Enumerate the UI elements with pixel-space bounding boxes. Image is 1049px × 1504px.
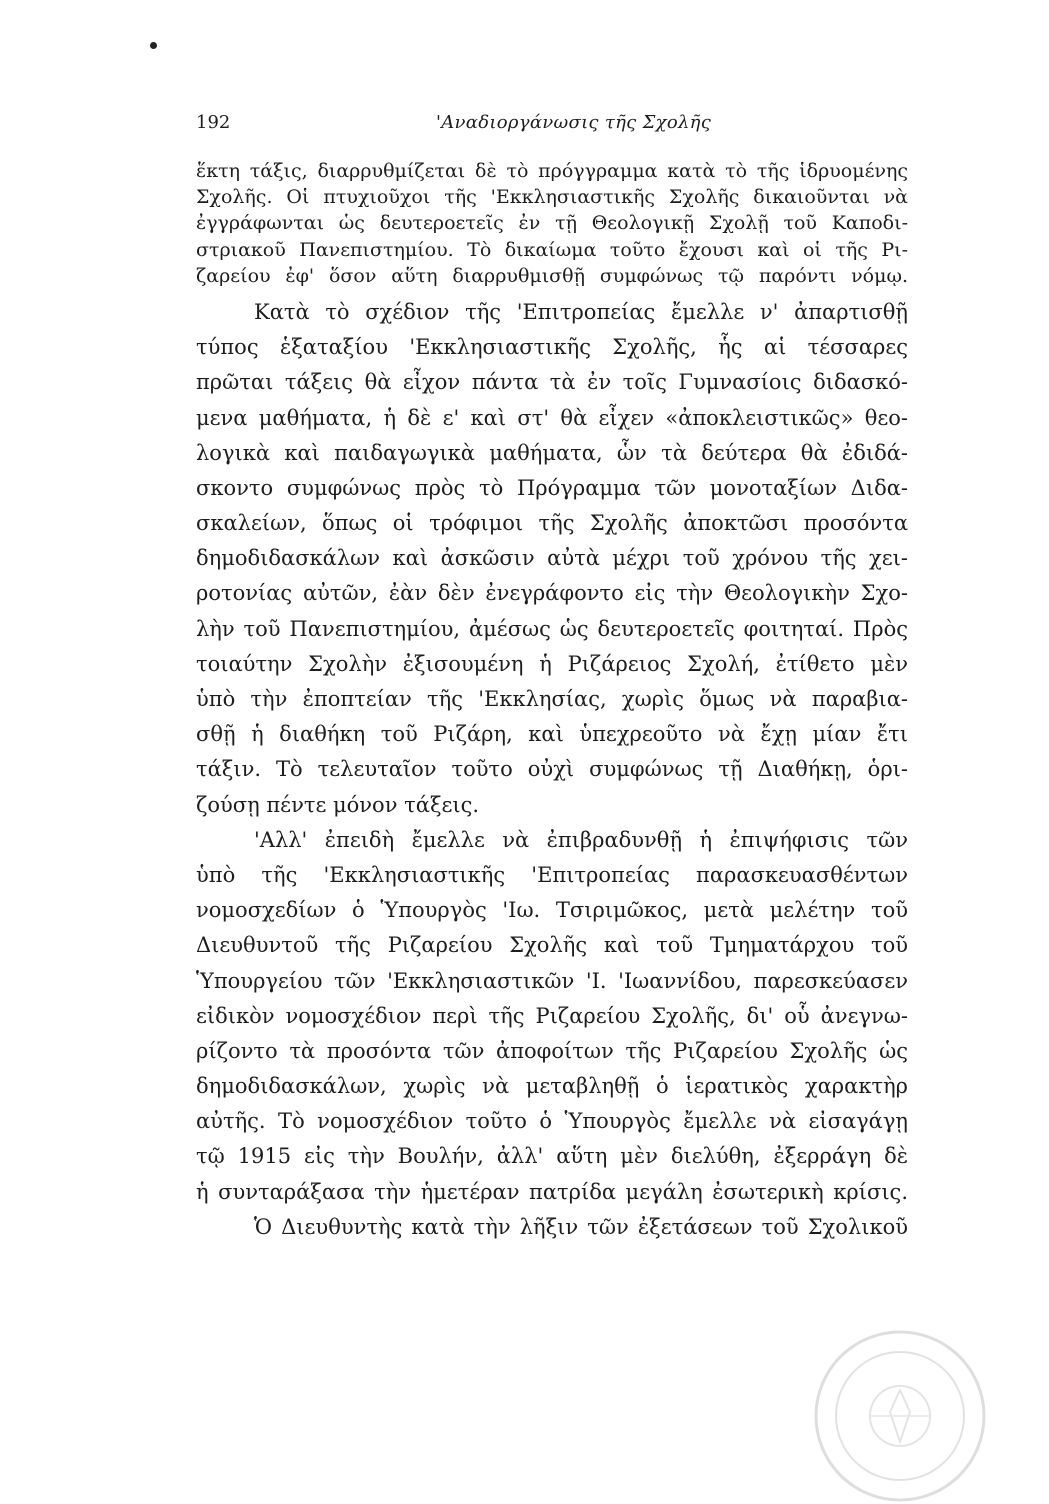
text-line: Σχολῆς. Οἱ πτυχιοῦχοι τῆς 'Εκκλησιαστικῆς Σχολῆς δικαιοῦνται νὰ — [196, 186, 908, 209]
text-line: ζούσῃ πέντε μόνον τάξεις. — [196, 792, 480, 817]
text-line: Ὁ Διευθυντὴς κατὰ τὴν λῆξιν τῶν ἐξετάσεων τοῦ Σχολικοῦ — [254, 1214, 908, 1239]
text-line: ἡ συνταράξασα τὴν ἡμετέραν πατρίδα μεγάλη ἐσωτερικὴ κρίσις. — [196, 1179, 908, 1204]
text-line: ἐγγράφωνται ὡς δευτεροετεῖς ἐν τῇ Θεολογικῇ Σχολῇ τοῦ Καποδι- — [196, 212, 908, 235]
text-line: ἕκτη τάξις, διαρρυθμίζεται δὲ τὸ πρόγγραμμα κατὰ τὸ τῆς ἱδρυομένης — [196, 160, 908, 182]
text-line: τῷ 1915 εἰς τὴν Βουλήν, ἀλλ' αὕτη μὲν διελύθη, ἐξερράγη δὲ — [196, 1144, 908, 1169]
text-line: Κατὰ τὸ σχέδιον τῆς 'Επιτροπείας ἔμελλε ν' ἀπαρτισθῇ — [254, 299, 908, 324]
text-line: ζαρείου ἐφ' ὅσον αὕτη διαρρυθμισθῇ συμφώνως τῷ παρόντι νόμῳ. — [196, 264, 908, 287]
text-line: ὑπὸ τῆς 'Εκκλησιαστικῆς 'Επιτροπείας παρασκευασθέντων — [196, 862, 908, 887]
page-header — [196, 112, 906, 142]
text-line: σκαλείων, ὅπως οἱ τρόφιμοι τῆς Σχολῆς ἀποκτῶσι προσόντα — [196, 511, 908, 536]
text-line: λὴν τοῦ Πανεπιστημίου, ἀμέσως ὡς δευτεροετεῖς φοιτηταί. Πρὸς — [196, 616, 908, 641]
text-line: μενα μαθήματα, ἡ δὲ ε' καὶ στ' θὰ εἶχεν «ἀποκλειστικῶς» θεο- — [196, 405, 908, 430]
text-line: εἰδικὸν νομοσχέδιον περὶ τῆς Ριζαρείου Σχολῆς, δι' οὗ ἀνεγνω- — [196, 1003, 908, 1028]
text-line: σθῇ ἡ διαθήκη τοῦ Ριζάρη, καὶ ὑπεχρεοῦτο νὰ ἔχῃ μίαν ἔτι — [196, 722, 908, 747]
text-line: πρῶται τάξεις θὰ εἶχον πάντα τὰ ἐν τοῖς Γυμνασίοις διδασκό- — [196, 370, 908, 395]
university-seal-watermark — [812, 1328, 988, 1504]
text-line: ροτονίας αὐτῶν, ἐὰν δὲν ἐνεγράφοντο εἰς τὴν Θεολογικὴν Σχο- — [196, 581, 908, 606]
text-line: νομοσχεδίων ὁ Ὑπουργὸς 'Ιω. Τσιριμῶκος, μετὰ μελέτην τοῦ — [196, 898, 908, 923]
text-line: τοιαύτην Σχολὴν ἐξισουμένη ἡ Ριζάρειος Σχολή, ἐτίθετο μὲν — [196, 651, 908, 676]
running-title: 'Αναδιοργάνωσις τῆς Σχολῆς — [436, 112, 712, 133]
page-number: 192 — [196, 112, 231, 133]
text-line: σκοντο συμφώνως πρὸς τὸ Πρόγραμμα τῶν μονοταξίων Διδα- — [196, 475, 908, 500]
text-line: λογικὰ καὶ παιδαγωγικὰ μαθήματα, ὧν τὰ δεύτερα θὰ ἐδιδά- — [196, 440, 908, 465]
text-line: Ὑπουργείου τῶν 'Εκκλησιαστικῶν 'Ι. 'Ιωαννίδου, παρεσκεύασεν — [196, 968, 908, 993]
text-line: δημοδιδασκάλων καὶ ἀσκῶσιν αὐτὰ μέχρι τοῦ χρόνου τῆς χει- — [196, 546, 908, 571]
paragraph-main — [196, 295, 908, 1245]
text-line: αὐτῆς. Τὸ νομοσχέδιον τοῦτο ὁ Ὑπουργὸς ἔμελλε νὰ εἰσαγάγῃ — [196, 1109, 908, 1134]
text-line: τάξιν. Τὸ τελευταῖον τοῦτο οὐχὶ συμφώνως τῇ Διαθήκῃ, ὁρι- — [196, 757, 908, 782]
text-line: τύπος ἑξαταξίου 'Εκκλησιαστικῆς Σχολῆς, ἧς αἱ τέσσαρες — [196, 335, 908, 360]
paragraph-law-text — [196, 158, 908, 289]
text-line: δημοδιδασκάλων, χωρὶς νὰ μεταβληθῇ ὁ ἱερατικὸς χαρακτὴρ — [196, 1074, 908, 1099]
body-text — [196, 158, 908, 1245]
text-line: στριακοῦ Πανεπιστημίου. Τὸ δικαίωμα τοῦτο ἔχουσι καὶ οἱ τῆς Ρι- — [196, 238, 908, 261]
text-line: ὑπὸ τὴν ἐποπτείαν τῆς 'Εκκλησίας, χωρὶς ὅμως νὰ παραβια- — [196, 687, 908, 711]
page-speck — [150, 42, 157, 49]
text-line: 'Αλλ' ἐπειδὴ ἔμελλε νὰ ἐπιβραδυνθῇ ἡ ἐπιψήφισις τῶν — [254, 827, 908, 852]
text-line: ρίζοντο τὰ προσόντα τῶν ἀποφοίτων τῆς Ριζαρείου Σχολῆς ὡς — [196, 1038, 908, 1063]
text-line: Διευθυντοῦ τῆς Ριζαρείου Σχολῆς καὶ τοῦ Τμηματάρχου τοῦ — [196, 933, 908, 958]
